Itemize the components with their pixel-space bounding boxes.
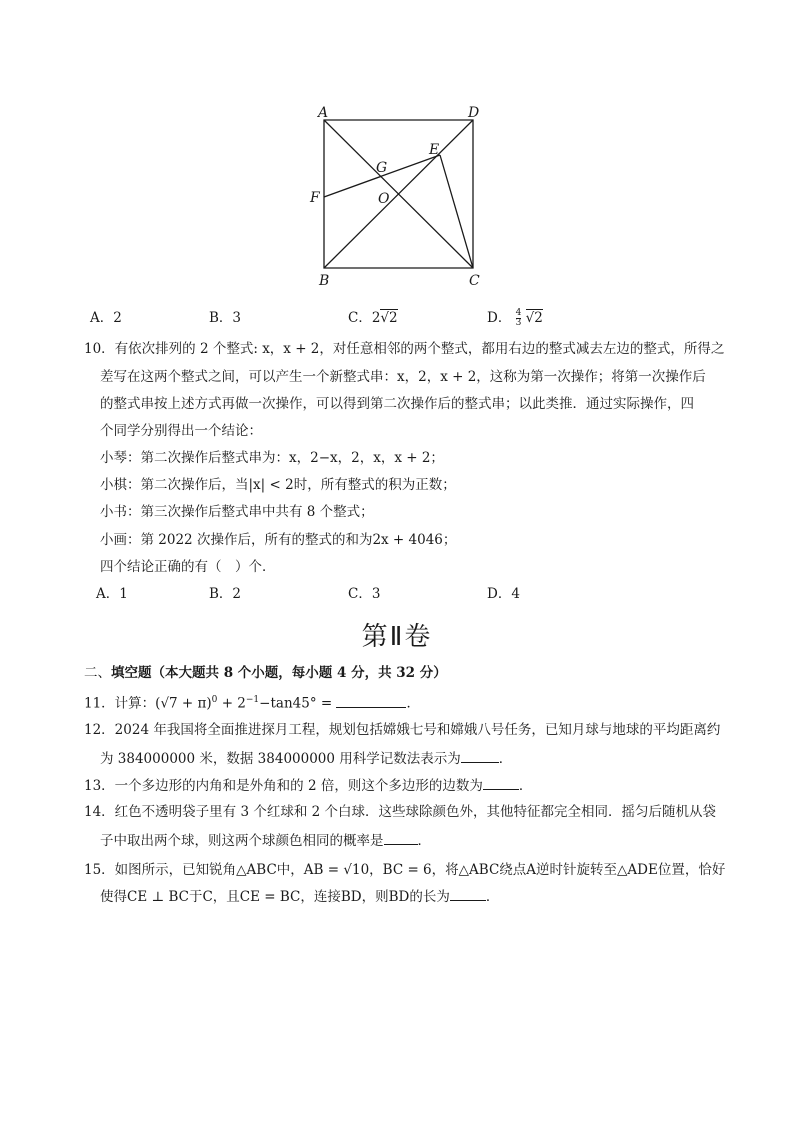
- q11-prefix: 11．计算：(√7 + π): [84, 695, 212, 712]
- q9-option-c-radical: √2: [380, 310, 398, 326]
- q13-end: ．: [518, 778, 533, 794]
- q9-option-d-prefix: D．: [487, 310, 512, 326]
- part2-heading: [84, 663, 447, 683]
- q15-answer-blank[interactable]: [450, 886, 486, 901]
- q9-option-c-root: 2: [389, 310, 398, 326]
- label-e: E: [429, 142, 440, 158]
- q14-end: ．: [417, 833, 431, 849]
- q11-exponent-1: −1: [245, 695, 260, 705]
- part2-heading-text: 填空题（本大题共 8 个小题，每小题 4 分，共 32 分）: [111, 665, 447, 681]
- q12-end: ．: [498, 751, 513, 767]
- q14-answer-blank[interactable]: [384, 830, 418, 845]
- q10-line-3: 的整式串按上述方式再做一次操作，可以得到第二次操作后的整式串；以此类推．通过实际操作，四: [100, 396, 694, 412]
- q9-option-b: B．3: [209, 310, 242, 326]
- q10-question: 四个结论正确的有（ ）个．: [100, 559, 276, 575]
- q9-option-c: [348, 308, 398, 328]
- q11-tail: −tan45° =: [259, 695, 337, 712]
- q9-option-c-prefix: C．2: [348, 310, 381, 326]
- q12-line-1: 12．2024 年我国将全面推进探月工程，规划包括嫦娥七号和嫦娥八号任务，已知月球与地球的平均距离约: [84, 722, 721, 738]
- label-b: B: [319, 273, 330, 289]
- q10-option-d: D．4: [487, 586, 520, 602]
- q10-option-a: A．1: [96, 586, 128, 602]
- q11-exponent-0: 0: [211, 695, 218, 705]
- label-o: O: [378, 191, 390, 207]
- q9-option-d-radical: √2: [525, 310, 543, 326]
- square-geometry-figure: [300, 100, 500, 295]
- q10-statement-2: 小棋：第二次操作后，当|x| < 2时，所有整式的积为正数；: [100, 477, 456, 493]
- label-c: C: [469, 273, 480, 289]
- q13-answer-blank[interactable]: [483, 775, 519, 790]
- q10-line-4: 个同学分别得出一个结论：: [100, 423, 262, 439]
- q10-option-c: C．3: [348, 586, 381, 602]
- q15-line-2-text: 使得CE ⊥ BC于C，且CE = BC，连接BD，则BD的长为: [100, 889, 450, 905]
- label-d: D: [468, 105, 480, 121]
- q10-statement-3: 小书：第三次操作后整式串中共有 8 个整式；: [100, 504, 374, 520]
- q15-line-2: [100, 886, 499, 907]
- q11-answer-blank[interactable]: [336, 693, 406, 708]
- q14-line-1: 14．红色不透明袋子里有 3 个红球和 2 个白球．这些球除颜色外，其他特征都完全相同．摇匀后随机从袋: [84, 804, 717, 820]
- q9-option-d-fraction: [516, 309, 522, 328]
- q11-mid: + 2: [217, 695, 246, 712]
- q10-line-2: 差写在这两个整式之间，可以产生一个新整式串：x，2，x + 2，这称为第一次操作；将第一次操作后: [100, 369, 706, 385]
- label-a: A: [318, 105, 329, 121]
- q11: [84, 690, 420, 714]
- q9-option-a: A．2: [90, 310, 122, 326]
- q9-option-d: [487, 308, 543, 328]
- q10-line-1: 10．有依次排列的 2 个整式: x，x + 2，对任意相邻的两个整式，都用右边的整式减去左边的整式，所得之: [84, 341, 725, 357]
- label-f: F: [310, 190, 320, 206]
- q10-statement-4: 小画：第 2022 次操作后，所有的整式的和为2x + 4046；: [100, 532, 457, 548]
- q15-line-1: 15．如图所示，已知锐角△ABC中，AB = √10，BC = 6，将△ABC绕点A逆时针旋转至△ADE位置，恰好: [84, 862, 726, 878]
- q10-option-b: B．2: [209, 586, 242, 602]
- q9-option-d-root: 2: [534, 310, 543, 326]
- q10-statement-1: 小琴：第二次操作后整式串为：x，2−x，2，x，x + 2；: [100, 450, 444, 466]
- q14-line-2-text: 子中取出两个球，则这两个球颜色相同的概率是: [100, 833, 384, 849]
- q15-end: ．: [485, 889, 500, 905]
- q9-option-d-num: 4: [515, 308, 522, 318]
- q14-line-2: [100, 830, 431, 851]
- q12-line-2: [100, 748, 512, 769]
- part2-heading-prefix: 二、: [84, 665, 111, 681]
- q11-end: ．: [406, 695, 420, 712]
- label-g: G: [376, 160, 388, 176]
- section-title: 第Ⅱ卷: [361, 622, 433, 652]
- q12-answer-blank[interactable]: [461, 748, 499, 763]
- q13-text: 13．一个多边形的内角和是外角和的 2 倍，则这个多边形的边数为: [84, 778, 483, 794]
- q13: [84, 775, 532, 796]
- q9-option-d-den: 3: [515, 318, 522, 328]
- q12-line-2-text: 为 384000000 米，数据 384000000 用科学记数法表示为: [100, 751, 461, 767]
